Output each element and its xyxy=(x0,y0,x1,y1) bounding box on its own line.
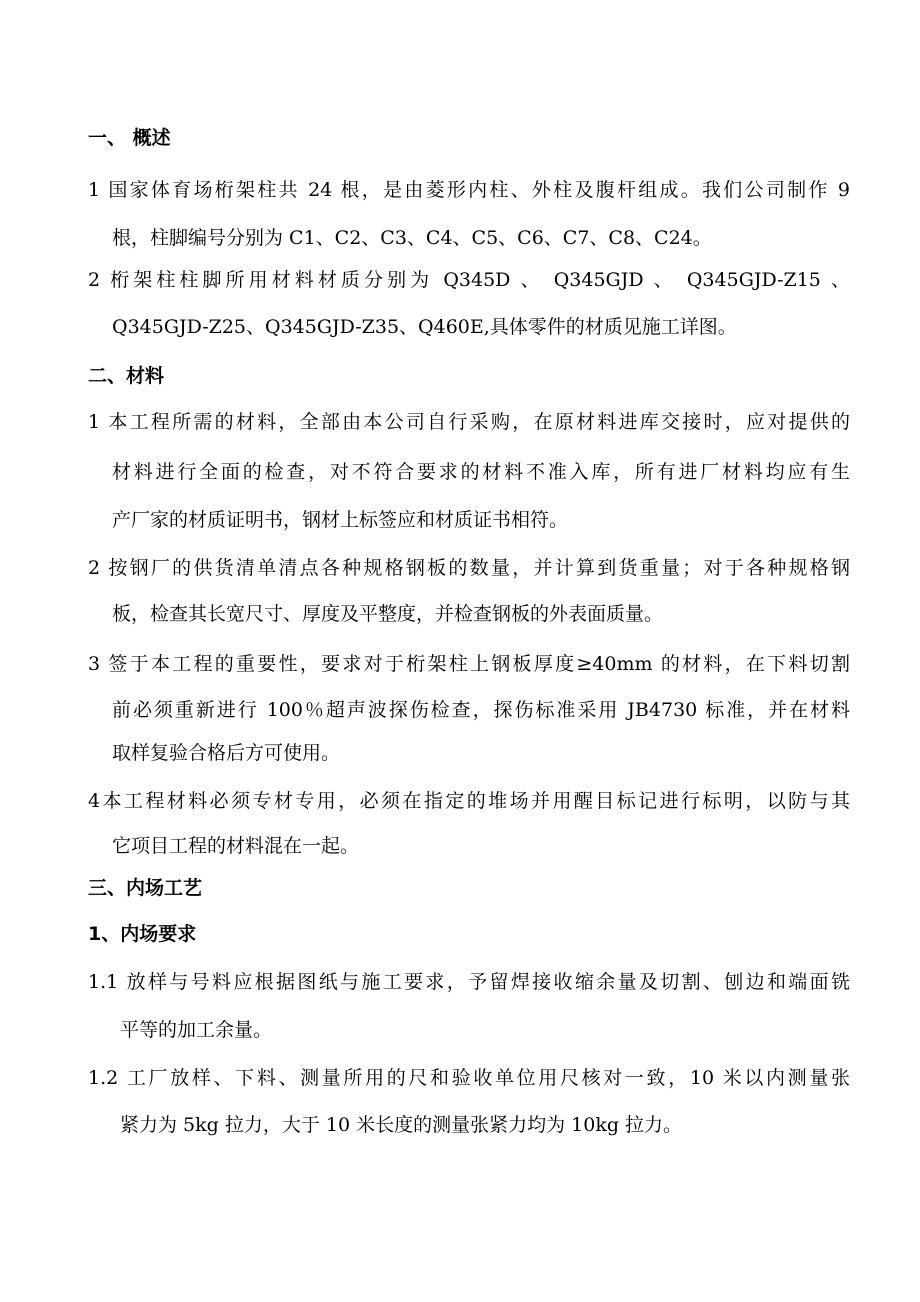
subsection-heading-internal-requirements: 1、内场要求 xyxy=(88,923,197,945)
paragraph-line: 2 桁架柱柱脚所用材料材质分别为 Q345D 、 Q345GJD 、 Q345GJD-Z15 、 xyxy=(88,269,850,291)
paragraph-line: 1.1 放样与号料应根据图纸与施工要求，予留焊接收缩余量及切割、刨边和端面铣 xyxy=(88,971,850,993)
section-heading-internal-process: 三、内场工艺 xyxy=(88,877,203,899)
paragraph-line: Q345GJD-Z25、Q345GJD-Z35、Q460E,具体零件的材质见施工详图。 xyxy=(112,316,737,338)
paragraph-line: 前必须重新进行 100％超声波探伤检查，探伤标准采用 JB4730 标准，并在材料 xyxy=(112,699,850,721)
paragraph-line: 2 按钢厂的供货清单清点各种规格钢板的数量，并计算到货重量；对于各种规格钢 xyxy=(88,557,850,579)
paragraph-line: 4本工程材料必须专材专用，必须在指定的堆场并用醒目标记进行标明，以防与其 xyxy=(88,790,850,812)
paragraph-line: 1 本工程所需的材料，全部由本公司自行采购，在原材料进库交接时，应对提供的 xyxy=(88,411,850,433)
paragraph-line: 平等的加工余量。 xyxy=(120,1019,273,1041)
paragraph-line: 取样复验合格后方可使用。 xyxy=(112,742,341,764)
paragraph-line: 根，柱脚编号分别为 C1、C2、C3、C4、C5、C6、C7、C8、C24。 xyxy=(112,227,712,249)
paragraph-line: 1 国家体育场桁架柱共 24 根，是由菱形内柱、外柱及腹杆组成。我们公司制作 9 xyxy=(88,179,850,201)
paragraph-line: 材料进行全面的检查，对不符合要求的材料不准入库，所有进厂材料均应有生 xyxy=(112,461,850,483)
paragraph-line: 1.2 工厂放样、下料、测量所用的尺和验收单位用尺核对一致，10 米以内测量张 xyxy=(88,1067,850,1089)
section-heading-overview: 一、 概述 xyxy=(88,127,171,149)
paragraph-line: 紧力为 5kg 拉力，大于 10 米长度的测量张紧力均为 10kg 拉力。 xyxy=(120,1114,683,1136)
paragraph-line: 板，检查其长宽尺寸、厚度及平整度，并检查钢板的外表面质量。 xyxy=(112,603,664,625)
paragraph-line: 它项目工程的材料混在一起。 xyxy=(112,835,360,857)
paragraph-line: 3 签于本工程的重要性，要求对于桁架柱上钢板厚度≥40mm 的材料，在下料切割 xyxy=(88,653,850,675)
paragraph-line: 产厂家的材质证明书，钢材上标签应和材质证书相符。 xyxy=(112,509,569,531)
section-heading-materials: 二、材料 xyxy=(88,365,165,387)
